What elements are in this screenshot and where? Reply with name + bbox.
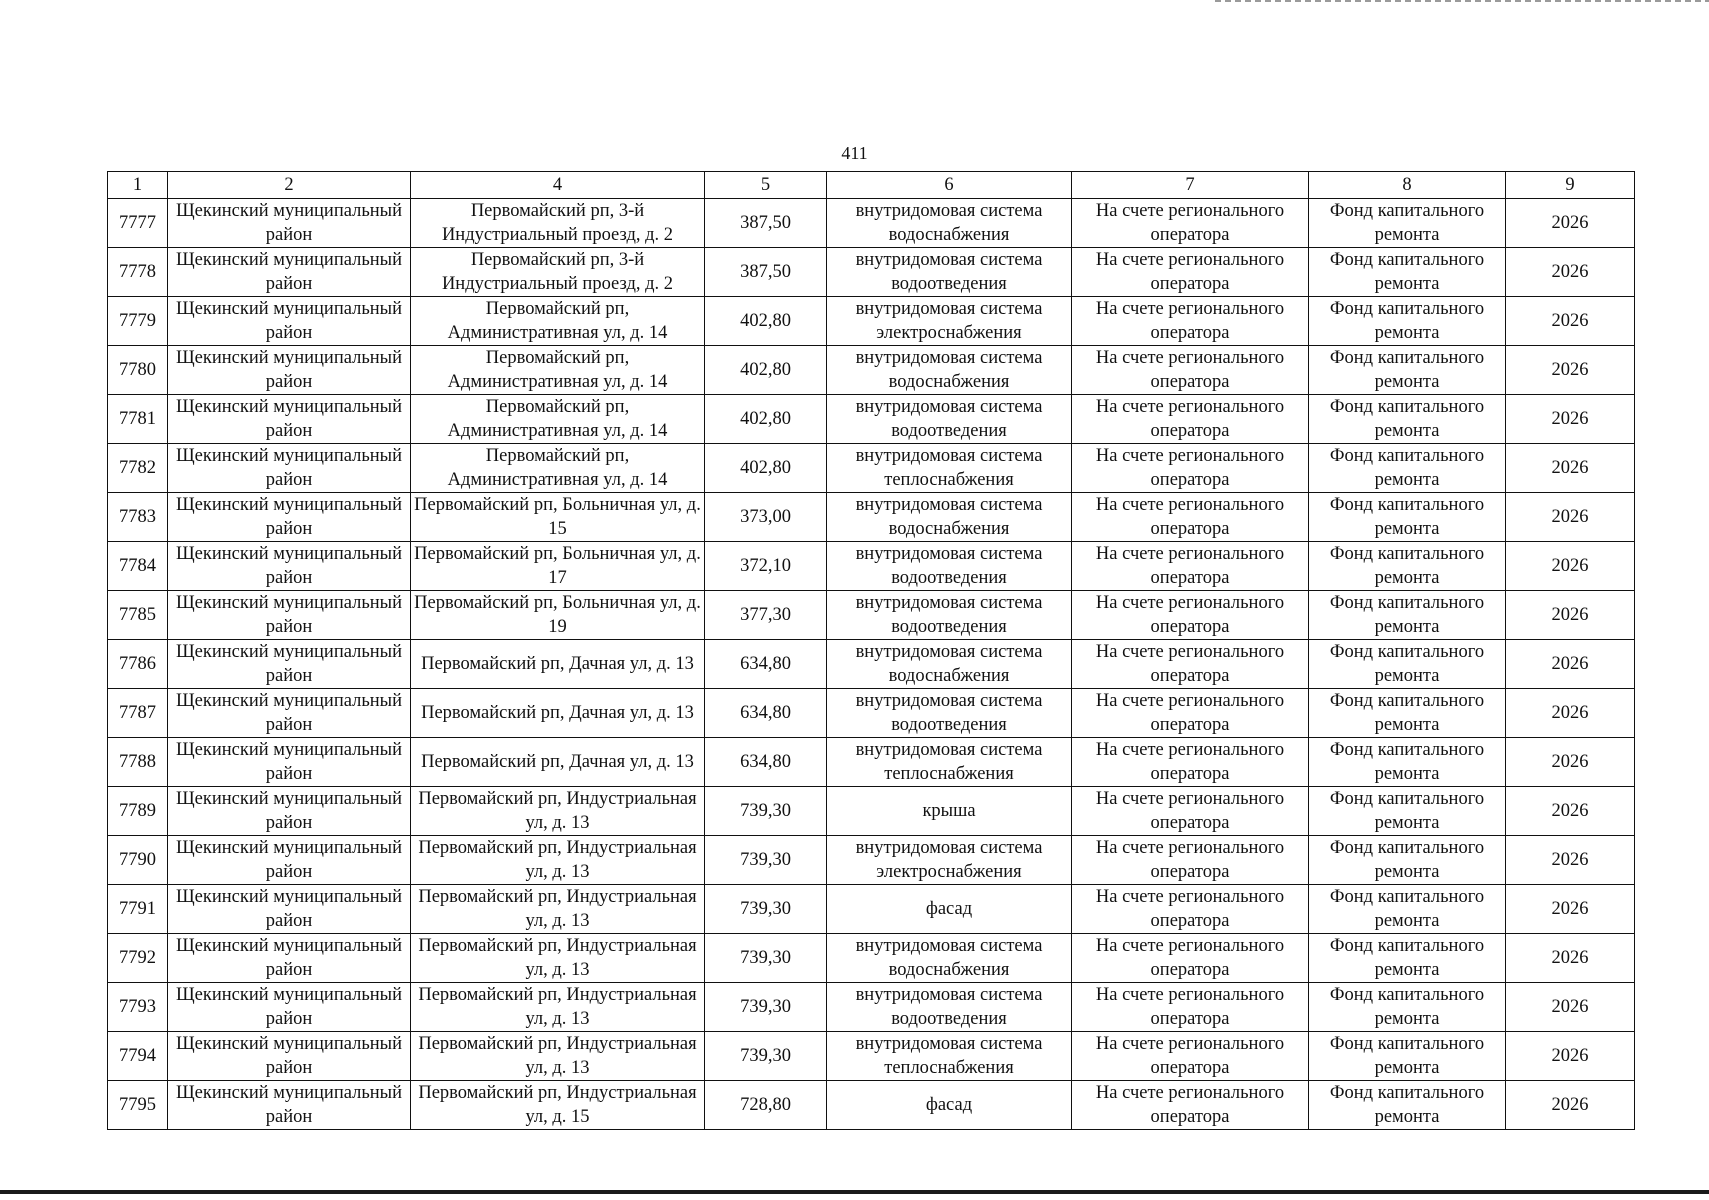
account-cell: На счете регионального оператора — [1072, 199, 1309, 248]
row-number-cell: 7778 — [108, 248, 168, 297]
row-number-cell: 7794 — [108, 1032, 168, 1081]
district-cell: Щекинский муниципальный район — [168, 787, 411, 836]
district-cell: Щекинский муниципальный район — [168, 542, 411, 591]
district-cell: Щекинский муниципальный район — [168, 885, 411, 934]
funding-source-cell: Фонд капитального ремонта — [1309, 542, 1506, 591]
column-header: 8 — [1309, 172, 1506, 199]
address-cell: Первомайский рп, 3-й Индустриальный проезд, д. 2 — [411, 248, 705, 297]
table-row — [108, 395, 1635, 444]
address-cell: Первомайский рп, Административная ул, д. 14 — [411, 297, 705, 346]
work-type-cell: фасад — [827, 1081, 1072, 1130]
row-number-cell: 7779 — [108, 297, 168, 346]
area-cell: 402,80 — [705, 346, 827, 395]
year-cell: 2026 — [1506, 640, 1635, 689]
area-cell: 739,30 — [705, 885, 827, 934]
year-cell: 2026 — [1506, 738, 1635, 787]
address-cell: Первомайский рп, Дачная ул, д. 13 — [411, 738, 705, 787]
area-cell: 739,30 — [705, 1032, 827, 1081]
funding-source-cell: Фонд капитального ремонта — [1309, 689, 1506, 738]
funding-source-cell: Фонд капитального ремонта — [1309, 836, 1506, 885]
address-cell: Первомайский рп, Индустриальная ул, д. 13 — [411, 836, 705, 885]
year-cell: 2026 — [1506, 199, 1635, 248]
district-cell: Щекинский муниципальный район — [168, 395, 411, 444]
area-cell: 634,80 — [705, 640, 827, 689]
funding-source-cell: Фонд капитального ремонта — [1309, 297, 1506, 346]
address-cell: Первомайский рп, Административная ул, д. 14 — [411, 395, 705, 444]
year-cell: 2026 — [1506, 983, 1635, 1032]
work-type-cell: внутридомовая система водоотведения — [827, 248, 1072, 297]
area-cell: 387,50 — [705, 199, 827, 248]
funding-source-cell: Фонд капитального ремонта — [1309, 787, 1506, 836]
column-header: 2 — [168, 172, 411, 199]
table-row — [108, 199, 1635, 248]
work-type-cell: внутридомовая система теплоснабжения — [827, 738, 1072, 787]
scan-top-edge — [1215, 0, 1709, 2]
row-number-cell: 7786 — [108, 640, 168, 689]
area-cell: 728,80 — [705, 1081, 827, 1130]
account-cell: На счете регионального оператора — [1072, 591, 1309, 640]
account-cell: На счете регионального оператора — [1072, 885, 1309, 934]
row-number-cell: 7795 — [108, 1081, 168, 1130]
row-number-cell: 7791 — [108, 885, 168, 934]
table-row — [108, 346, 1635, 395]
work-type-cell: внутридомовая система теплоснабжения — [827, 1032, 1072, 1081]
table-row — [108, 1032, 1635, 1081]
address-cell: Первомайский рп, Индустриальная ул, д. 13 — [411, 787, 705, 836]
account-cell: На счете регионального оператора — [1072, 934, 1309, 983]
table-row — [108, 640, 1635, 689]
funding-source-cell: Фонд капитального ремонта — [1309, 493, 1506, 542]
row-number-cell: 7783 — [108, 493, 168, 542]
work-type-cell: внутридомовая система электроснабжения — [827, 297, 1072, 346]
district-cell: Щекинский муниципальный район — [168, 640, 411, 689]
table-row — [108, 248, 1635, 297]
year-cell: 2026 — [1506, 542, 1635, 591]
address-cell: Первомайский рп, Индустриальная ул, д. 13 — [411, 983, 705, 1032]
column-header: 1 — [108, 172, 168, 199]
area-cell: 387,50 — [705, 248, 827, 297]
row-number-cell: 7781 — [108, 395, 168, 444]
account-cell: На счете регионального оператора — [1072, 1032, 1309, 1081]
column-number-row — [108, 172, 1635, 199]
table-row — [108, 787, 1635, 836]
table-body — [108, 172, 1635, 1130]
address-cell: Первомайский рп, Больничная ул, д. 17 — [411, 542, 705, 591]
year-cell: 2026 — [1506, 444, 1635, 493]
account-cell: На счете регионального оператора — [1072, 689, 1309, 738]
column-header: 4 — [411, 172, 705, 199]
year-cell: 2026 — [1506, 1032, 1635, 1081]
work-type-cell: внутридомовая система теплоснабжения — [827, 444, 1072, 493]
district-cell: Щекинский муниципальный район — [168, 934, 411, 983]
table-row — [108, 983, 1635, 1032]
column-header: 5 — [705, 172, 827, 199]
account-cell: На счете регионального оператора — [1072, 395, 1309, 444]
address-cell: Первомайский рп, Дачная ул, д. 13 — [411, 689, 705, 738]
account-cell: На счете регионального оператора — [1072, 444, 1309, 493]
year-cell: 2026 — [1506, 1081, 1635, 1130]
district-cell: Щекинский муниципальный район — [168, 1032, 411, 1081]
area-cell: 373,00 — [705, 493, 827, 542]
account-cell: На счете регионального оператора — [1072, 738, 1309, 787]
district-cell: Щекинский муниципальный район — [168, 297, 411, 346]
row-number-cell: 7787 — [108, 689, 168, 738]
year-cell: 2026 — [1506, 787, 1635, 836]
table-row — [108, 493, 1635, 542]
district-cell: Щекинский муниципальный район — [168, 983, 411, 1032]
year-cell: 2026 — [1506, 248, 1635, 297]
funding-source-cell: Фонд капитального ремонта — [1309, 640, 1506, 689]
column-header: 7 — [1072, 172, 1309, 199]
work-type-cell: внутридомовая система водоотведения — [827, 542, 1072, 591]
table-row — [108, 591, 1635, 640]
year-cell: 2026 — [1506, 836, 1635, 885]
year-cell: 2026 — [1506, 493, 1635, 542]
work-type-cell: внутридомовая система электроснабжения — [827, 836, 1072, 885]
work-type-cell: внутридомовая система водоотведения — [827, 395, 1072, 444]
year-cell: 2026 — [1506, 885, 1635, 934]
row-number-cell: 7782 — [108, 444, 168, 493]
district-cell: Щекинский муниципальный район — [168, 738, 411, 787]
work-type-cell: внутридомовая система водоснабжения — [827, 346, 1072, 395]
funding-source-cell: Фонд капитального ремонта — [1309, 444, 1506, 493]
account-cell: На счете регионального оператора — [1072, 346, 1309, 395]
district-cell: Щекинский муниципальный район — [168, 1081, 411, 1130]
address-cell: Первомайский рп, Больничная ул, д. 15 — [411, 493, 705, 542]
work-type-cell: фасад — [827, 885, 1072, 934]
account-cell: На счете регионального оператора — [1072, 983, 1309, 1032]
funding-source-cell: Фонд капитального ремонта — [1309, 1081, 1506, 1130]
area-cell: 634,80 — [705, 738, 827, 787]
area-cell: 739,30 — [705, 836, 827, 885]
row-number-cell: 7789 — [108, 787, 168, 836]
table-row — [108, 1081, 1635, 1130]
table-row — [108, 444, 1635, 493]
year-cell: 2026 — [1506, 395, 1635, 444]
work-type-cell: внутридомовая система водоснабжения — [827, 640, 1072, 689]
funding-source-cell: Фонд капитального ремонта — [1309, 885, 1506, 934]
table-row — [108, 297, 1635, 346]
work-type-cell: внутридомовая система водоснабжения — [827, 934, 1072, 983]
district-cell: Щекинский муниципальный район — [168, 591, 411, 640]
table-row — [108, 689, 1635, 738]
funding-source-cell: Фонд капитального ремонта — [1309, 395, 1506, 444]
year-cell: 2026 — [1506, 689, 1635, 738]
work-type-cell: внутридомовая система водоотведения — [827, 591, 1072, 640]
address-cell: Первомайский рп, Индустриальная ул, д. 13 — [411, 885, 705, 934]
address-cell: Первомайский рп, Индустриальная ул, д. 15 — [411, 1081, 705, 1130]
funding-source-cell: Фонд капитального ремонта — [1309, 983, 1506, 1032]
year-cell: 2026 — [1506, 934, 1635, 983]
column-header: 9 — [1506, 172, 1635, 199]
work-type-cell: крыша — [827, 787, 1072, 836]
funding-source-cell: Фонд капитального ремонта — [1309, 248, 1506, 297]
area-cell: 372,10 — [705, 542, 827, 591]
address-cell: Первомайский рп, Индустриальная ул, д. 13 — [411, 1032, 705, 1081]
funding-source-cell: Фонд капитального ремонта — [1309, 1032, 1506, 1081]
address-cell: Первомайский рп, Административная ул, д. 14 — [411, 346, 705, 395]
district-cell: Щекинский муниципальный район — [168, 199, 411, 248]
year-cell: 2026 — [1506, 346, 1635, 395]
table-row — [108, 836, 1635, 885]
account-cell: На счете регионального оператора — [1072, 640, 1309, 689]
district-cell: Щекинский муниципальный район — [168, 248, 411, 297]
address-cell: Первомайский рп, Дачная ул, д. 13 — [411, 640, 705, 689]
work-type-cell: внутридомовая система водоотведения — [827, 689, 1072, 738]
column-header: 6 — [827, 172, 1072, 199]
funding-source-cell: Фонд капитального ремонта — [1309, 591, 1506, 640]
area-cell: 377,30 — [705, 591, 827, 640]
row-number-cell: 7784 — [108, 542, 168, 591]
row-number-cell: 7792 — [108, 934, 168, 983]
address-cell: Первомайский рп, Административная ул, д. 14 — [411, 444, 705, 493]
table-row — [108, 934, 1635, 983]
account-cell: На счете регионального оператора — [1072, 248, 1309, 297]
area-cell: 739,30 — [705, 934, 827, 983]
account-cell: На счете регионального оператора — [1072, 1081, 1309, 1130]
address-cell: Первомайский рп, Индустриальная ул, д. 13 — [411, 934, 705, 983]
repair-register-table — [107, 171, 1635, 1130]
work-type-cell: внутридомовая система водоснабжения — [827, 493, 1072, 542]
address-cell: Первомайский рп, Больничная ул, д. 19 — [411, 591, 705, 640]
funding-source-cell: Фонд капитального ремонта — [1309, 738, 1506, 787]
account-cell: На счете регионального оператора — [1072, 542, 1309, 591]
page-number: 411 — [841, 143, 868, 163]
year-cell: 2026 — [1506, 297, 1635, 346]
area-cell: 402,80 — [705, 297, 827, 346]
account-cell: На счете регионального оператора — [1072, 297, 1309, 346]
scan-bottom-edge — [0, 1190, 1709, 1194]
row-number-cell: 7790 — [108, 836, 168, 885]
table-row — [108, 542, 1635, 591]
row-number-cell: 7780 — [108, 346, 168, 395]
year-cell: 2026 — [1506, 591, 1635, 640]
district-cell: Щекинский муниципальный район — [168, 346, 411, 395]
area-cell: 402,80 — [705, 395, 827, 444]
account-cell: На счете регионального оператора — [1072, 787, 1309, 836]
row-number-cell: 7788 — [108, 738, 168, 787]
row-number-cell: 7793 — [108, 983, 168, 1032]
work-type-cell: внутридомовая система водоснабжения — [827, 199, 1072, 248]
row-number-cell: 7785 — [108, 591, 168, 640]
district-cell: Щекинский муниципальный район — [168, 493, 411, 542]
area-cell: 634,80 — [705, 689, 827, 738]
table-row — [108, 738, 1635, 787]
area-cell: 402,80 — [705, 444, 827, 493]
address-cell: Первомайский рп, 3-й Индустриальный проезд, д. 2 — [411, 199, 705, 248]
account-cell: На счете регионального оператора — [1072, 836, 1309, 885]
area-cell: 739,30 — [705, 983, 827, 1032]
funding-source-cell: Фонд капитального ремонта — [1309, 346, 1506, 395]
area-cell: 739,30 — [705, 787, 827, 836]
account-cell: На счете регионального оператора — [1072, 493, 1309, 542]
district-cell: Щекинский муниципальный район — [168, 836, 411, 885]
district-cell: Щекинский муниципальный район — [168, 444, 411, 493]
funding-source-cell: Фонд капитального ремонта — [1309, 199, 1506, 248]
table-row — [108, 885, 1635, 934]
funding-source-cell: Фонд капитального ремонта — [1309, 934, 1506, 983]
work-type-cell: внутридомовая система водоотведения — [827, 983, 1072, 1032]
row-number-cell: 7777 — [108, 199, 168, 248]
district-cell: Щекинский муниципальный район — [168, 689, 411, 738]
